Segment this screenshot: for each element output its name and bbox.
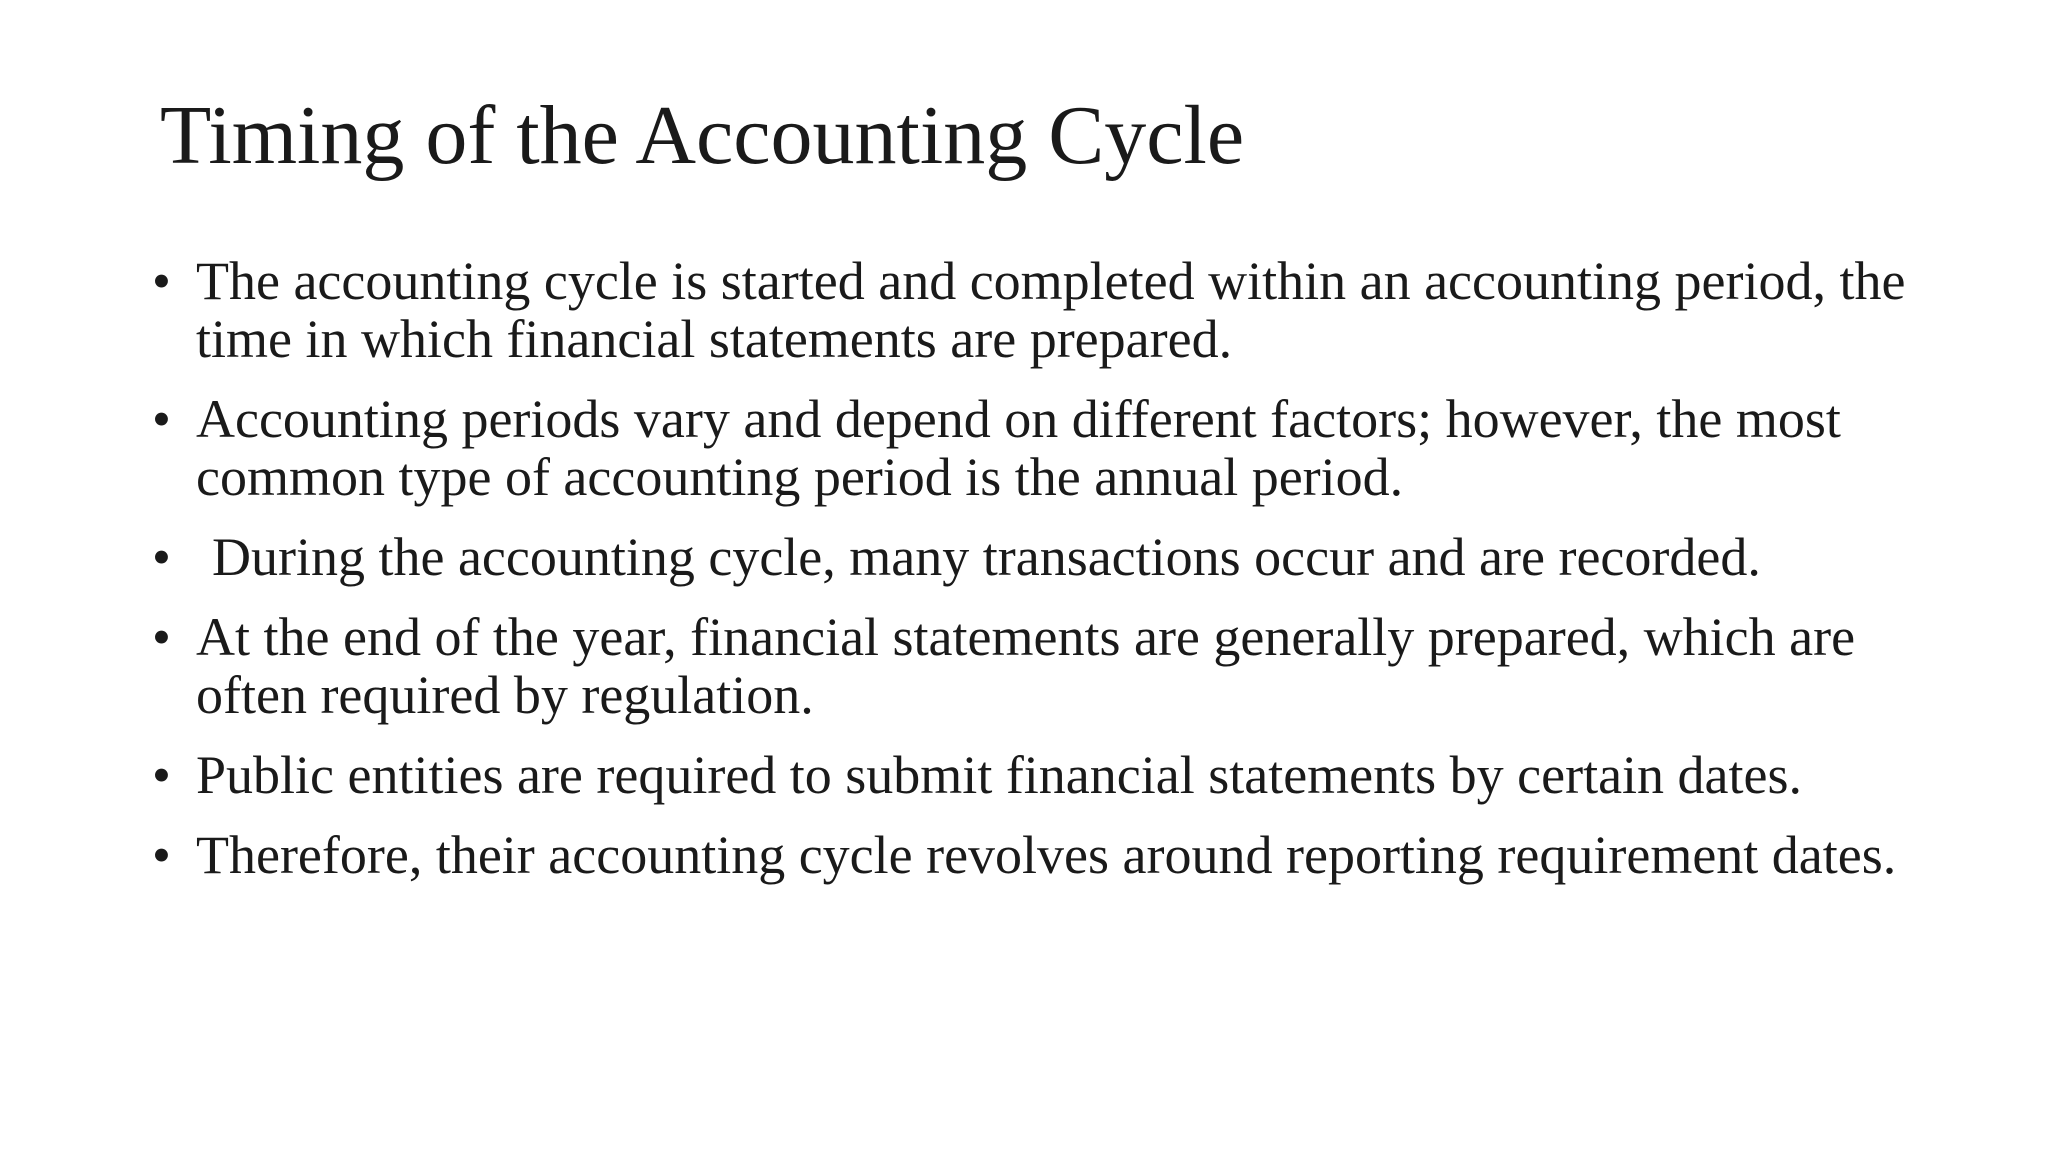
bullet-item — [148, 746, 1908, 804]
bullet-item — [148, 826, 1908, 884]
bullet-dot-icon: • — [152, 745, 171, 805]
bullet-text: Therefore, their accounting cycle revolves around reporting requirement dates. — [196, 825, 1897, 885]
bullet-text: At the end of the year, financial statements are generally prepared, which are often required by regulation. — [196, 607, 1856, 725]
bullet-item — [148, 608, 1908, 724]
slide-title: Timing of the Accounting Cycle — [160, 89, 1245, 182]
bullet-item — [148, 252, 1908, 368]
bullet-item — [148, 528, 1908, 586]
bullet-item — [148, 390, 1908, 506]
bullet-list — [148, 252, 1908, 906]
bullet-dot-icon: • — [152, 607, 171, 667]
bullet-dot-icon: • — [152, 825, 171, 885]
bullet-text: Public entities are required to submit financial statements by certain dates. — [196, 745, 1802, 805]
bullet-text: The accounting cycle is started and completed within an accounting period, the time in which financial statements are prepared. — [196, 251, 1906, 369]
bullet-dot-icon: • — [152, 251, 171, 311]
bullet-dot-icon: • — [152, 527, 171, 587]
bullet-text: Accounting periods vary and depend on different factors; however, the most common type of accounting period is the annual period. — [196, 389, 1841, 507]
bullet-dot-icon: • — [152, 389, 171, 449]
bullet-text: During the accounting cycle, many transactions occur and are recorded. — [212, 527, 1761, 587]
